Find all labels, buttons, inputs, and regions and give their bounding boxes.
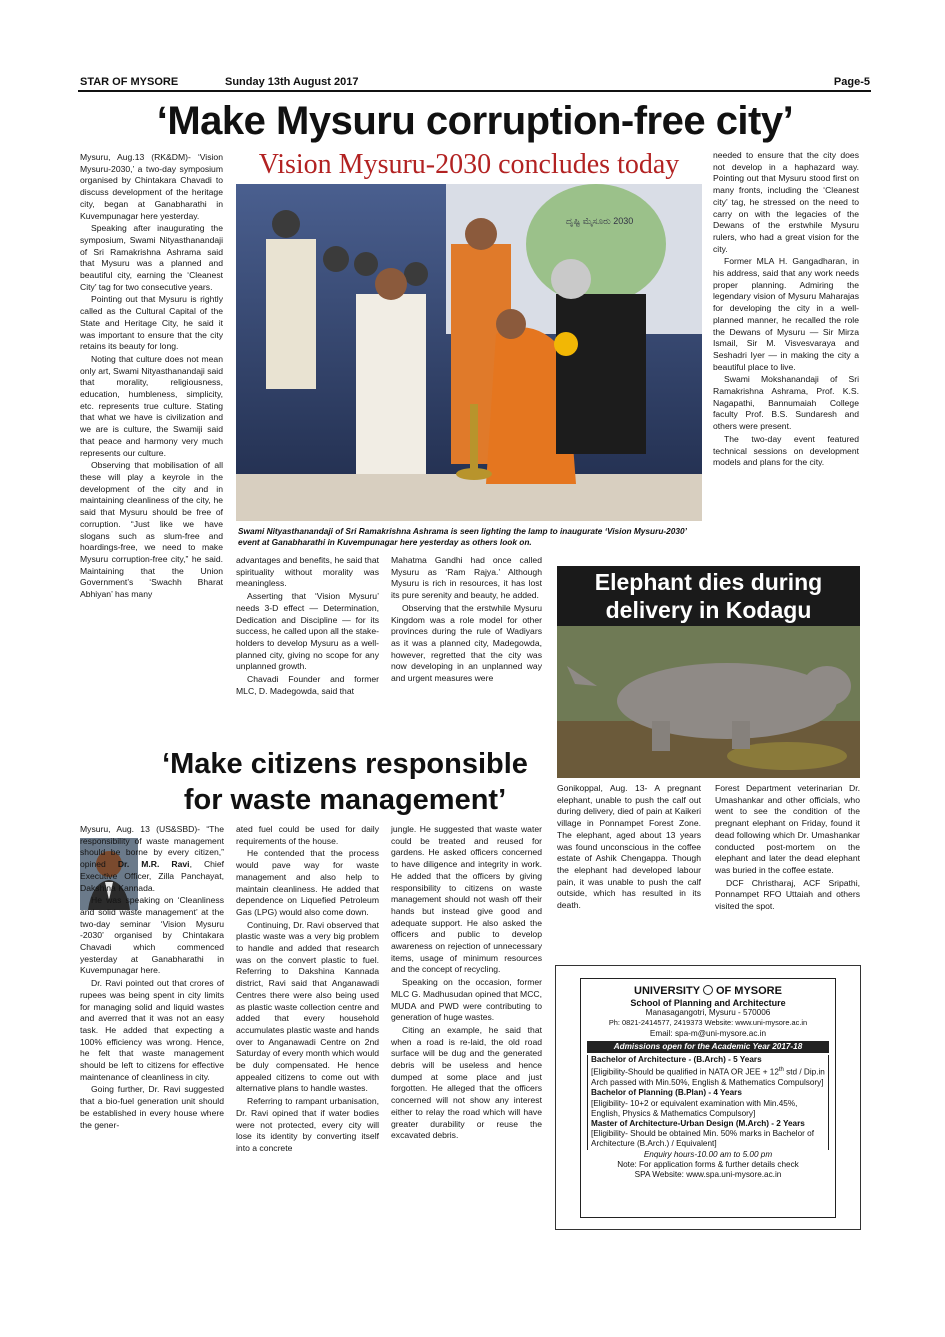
paragraph: Former MLA H. Gangadharan, in his address, said that any work needs proper planning. Admiring the legendary vision of Mysuru Maharajas for developing the city in a well-planned manner, he recalled the role the Dewans of Mysuru — Sir Mirza Ismail, Sir M. Visvesvaraya and Seshadri Iyer — in making the city a beautiful place to live. [713, 256, 859, 372]
paragraph: Forest Department veterinarian Dr. Umashankar and other officials, who went to see the condition of the pregnant elephant on Friday, found it dead following which Dr. Umashankar conducted post-mortem on the elephant and later the dead elephant was buried in the coffee estate. [715, 783, 860, 875]
paragraph: ated fuel could be used for daily requirements of the house. [236, 824, 379, 846]
paragraph: Pointing out that Mysuru is rightly called as the Cultural Capital of the State and Heritage City, he said it was important to ensure that the city retains its beauty for long. [80, 294, 223, 352]
ad-school: School of Planning and Architecture [630, 998, 786, 1008]
paragraph: Chavadi Founder and former MLC, D. Madegowda, said that [236, 674, 379, 696]
paragraph: Citing an example, he said that when a road is re-laid, the old road surface will be dug and the generated debris will be useless and hence dumped at some place and just forgotten. He alleged that the officers concerned will not show any interest either to relay the road which will have greater durability or reuse the excavated debris. [391, 1024, 542, 1141]
ad-programs [587, 1055, 829, 1150]
paragraph: Mysuru, Aug.13 (RK&DM)- ‘Vision Mysuru-2030,’ a two-day symposium organised by Chintakara Chavadi to discuss development of the heritage city, began at Ganabharathi in Kuvempunagar here yesterday. [80, 152, 223, 221]
main-article-col4 [713, 150, 859, 558]
paragraph: He was speaking on ‘Cleanliness and solid waste management’ at the two-day seminar ‘Vision Mysuru -2030’ organised by Chintakara Chavadi which commenced yesterday at Ganabharathi in Kuvempunagar here. [80, 895, 224, 976]
paragraph: Asserting that ‘Vision Mysuru’ needs 3-D effect — Determination, Dedication and Discipline — for its success, he called upon all the stake-holders to develop Mysuru as a well-planned city, giving no scope for any unplanned growth. [236, 591, 379, 672]
main-article-col2 [236, 555, 379, 741]
ad-program1-body-b: std / Dip.in Arch passed with Min.50%, English & Mathematics Compulsory] [591, 1067, 825, 1088]
elephant-headline [557, 566, 860, 626]
main-article-col1 [80, 152, 223, 742]
university-emblem-icon [703, 985, 713, 995]
paragraph: Speaking on the occasion, former MLC G. Madhusudan opined that MCC, MUDA and PWD were contributing to generation of huge wastes. [391, 977, 542, 1023]
masthead-rule [78, 90, 871, 92]
waste-intro: Mysuru, Aug. 13 (US&SBD)- “The responsibility of waste management should be borne by every citizen,” opined [80, 824, 224, 870]
waste-author-title: , Chief Executive Officer, Zilla Panchayat, Dakshina Kannada. [80, 859, 225, 893]
ad-email[interactable]: Email: spa-m@uni-mysore.ac.in [649, 1028, 767, 1038]
paragraph: needed to ensure that the city does not develop in a haphazard way. Pointing out that Mysuru stood first on many fronts, including the ‘Cleanest city’ tag, he stressed on the need to carry on with the legacies of the Dewans of the erstwhile Mysuru rulers, who had a great vision for the city. [713, 150, 859, 254]
event-photo [236, 184, 702, 521]
ad-program1-title: Bachelor of Architecture - (B.Arch) - 5 Years [591, 1055, 762, 1065]
elephant-headline-line1: Elephant dies during [594, 569, 823, 595]
waste-article-col1 [80, 824, 224, 1266]
paragraph: Noting that culture does not mean only art, Swami Nityasthanandaji said that morality, religiousness, education, humbleness, simplicity, etc. represents true culture. Stating that what we have is civilization and we are is culture, the Swamiji said that peace and harmony very much represents our culture. [80, 353, 223, 458]
university-ad [580, 978, 836, 1218]
ad-program2-title: Bachelor of Planning (B.Plan) - 4 Years [591, 1088, 742, 1098]
paper-name: STAR OF MYSORE [80, 76, 179, 88]
paragraph: Referring to rampant urbanisation, Dr. Ravi opined that if water bodies were not protected, every city will lose its identity by converting itself into a concrete [236, 1096, 379, 1153]
ad-title-a: UNIVERSITY [634, 985, 700, 997]
paragraph: He contended that the process would pave way for waste management and also help to maintain cleanliness. He added that dependence on Liquefied Petroleum Gas (LPG) would also come down. [236, 848, 379, 917]
waste-author-name: Dr. M.R. Ravi [117, 859, 190, 870]
elephant-photo [557, 626, 860, 778]
ad-phone: Ph: 0821-2414577, 2419373 Website: www.uni-mysore.ac.in [608, 1018, 808, 1028]
photo-caption: Swami Nityasthanandaji of Sri Ramakrishna Ashrama is seen lighting the lamp to inaugurate ‘Vision Mysuru-2030’ event at Ganabharathi in Kuvempunagar here yesterday as others look on. [238, 526, 687, 547]
paragraph: Going further, Dr. Ravi suggested that a bio-fuel generation unit should be established in every house where the gener- [80, 1084, 224, 1130]
ad-program1-body-a: [Eligibility-Should be qualified in NATA OR JEE + 12 [591, 1067, 779, 1077]
elephant-article-col2 [715, 783, 860, 953]
ad-title [587, 985, 829, 998]
paragraph: Speaking after inaugurating the symposium, Swami Nityasthanandaji of Sri Ramakrishna Ashrama said that Mysuru was a planned and beautiful city, earning the ‘Cleanest City’ tag for two consecutive years. [80, 223, 223, 292]
ad-website[interactable]: SPA Website: www.spa.uni-mysore.ac.in [634, 1169, 782, 1179]
paragraph: Gonikoppal, Aug. 13- A pregnant elephant, unable to push the calf out during delivery, died of pain at Kaikeri village in Ponnampet Forest Zone. The elephant, aged about 13 years was found unconscious in the coffee estate of Ashik Chengappa. Though the elephant had developed labour pain, it was unable to push the calf outside, which has resulted in its death. [557, 783, 701, 911]
elephant-illustration [557, 626, 860, 778]
issue-date: Sunday 13th August 2017 [225, 76, 359, 88]
sub-headline: Vision Mysuru-2030 concludes today [258, 149, 680, 180]
ad-program3-title: Master of Architecture-Urban Design (M.Arch) - 2 Years [591, 1118, 805, 1128]
ad-note: Note: For application forms & further details check [617, 1159, 799, 1169]
elephant-headline-line2: delivery in Kodagu [605, 597, 812, 623]
paragraph: Observing that mobilisation of all these will play a keyrole in the development of the city and in maintaining cleanliness of the city, he said that Mysuru should be free of corruption. “Just like we have slogans such as slum-free and hoardings-free, we need to make Mysuru corruption-free city,” he said. Maintaining that the Union Government’s ‘Swachh Bharat Abhiyan’ has many [80, 460, 223, 600]
ad-program1-body [591, 1065, 825, 1088]
paragraph: Dr. Ravi pointed out that crores of rupees was being spent in city limits for managing solid and liquid wastes and averred that it was not an easy task. He added that expecting a 100% efficiency was wrong. Hence, he felt that waste management should be left to citizens for effective maintenance of cleanliness in city. [80, 978, 224, 1082]
paragraph: Observing that the erstwhile Mysuru Kingdom was a role model for other provinces during the rule of Wadiyars as it was a planned city, Madegowda, however, regretted that the city was now developing in an unplanned way and urgent measures were [391, 602, 542, 684]
paragraph: Mahatma Gandhi had once called Mysuru as ‘Ram Rajya.’ Although Mysuru is rich in resources, it has lost its pure serenity and beauty, he added. [391, 555, 542, 601]
ad-program3-body: [Eligibility- Should be obtained Min. 50% marks in Bachelor of Architecture (B.Arch.) / Equivalent] [591, 1129, 814, 1149]
ad-program1-sup: th [778, 1067, 784, 1074]
banner-text: ದೃಷ್ಟಿ ಮೈಸೂರು 2030 [566, 216, 634, 226]
waste-article-col2 [236, 824, 379, 1266]
main-headline: ‘Make Mysuru corruption-free city’ [156, 99, 794, 143]
masthead [80, 76, 870, 90]
waste-headline [150, 746, 540, 818]
ad-title-b: OF MYSORE [715, 985, 782, 997]
waste-article-col3 [391, 824, 542, 1266]
paragraph: DCF Christharaj, ACF Sripathi, Ponnampet RFO Uttaiah and others visited the spot. [715, 877, 860, 912]
waste-headline-line1: ‘Make citizens responsible [162, 748, 528, 780]
paragraph: jungle. He suggested that waste water could be treated and reused for gardens. He asked officers concerned to have diligence and integrity in work. He added that the officers by giving responsibility to citizens on waste management should not wash off their hands but instead give good and adequate support. He also asked the officers and public to develop awareness on rejection of unnecessary items, usage of minimum resources and the concept of recycling. [391, 824, 542, 975]
ad-banner: Admissions open for the Academic Year 2017-18 [587, 1041, 829, 1053]
page-number: Page-5 [833, 76, 870, 88]
waste-headline-line2: for waste management’ [183, 784, 507, 816]
elephant-article-col1 [557, 783, 701, 953]
paragraph: advantages and benefits, he said that spirituality without morality was meaningless. [236, 555, 379, 589]
main-article-col3 [391, 555, 542, 741]
ad-hours: Enquiry hours-10.00 am to 5.00 pm [643, 1149, 773, 1159]
paragraph: Continuing, Dr. Ravi observed that plastic waste was a very big problem to handle and added that research was on the convert plastic to fuel. Referring to Dakshina Kannada district, Ravi said that Anganawadi Centres there were also being used as plastic waste collection centre and added that every household accumulates plastic waste and hands over to Anganawadi Centre on 2nd Saturday of every month which would be duly compensated. He hence appealed citizens to come out with alternative plans to handle wastes. [236, 919, 379, 1094]
lamp-lighting-illustration [236, 184, 702, 521]
ad-address: Manasagangotri, Mysuru - 570006 [645, 1008, 771, 1018]
paragraph: The two-day event featured technical sessions on development models and plans for the city. [713, 433, 859, 468]
paragraph: Swami Mokshanandaji of Sri Ramakrishna Ashrama, Prof. K.S. Nagapathi, Bannumaiah College faculty Prof. B.S. Sundaresh and others were present. [713, 374, 859, 432]
ad-program2-body: [Eligibility- 10+2 or equivalent examination with Min.45%, English, Physics & Mathematics Compulsory] [591, 1098, 798, 1118]
